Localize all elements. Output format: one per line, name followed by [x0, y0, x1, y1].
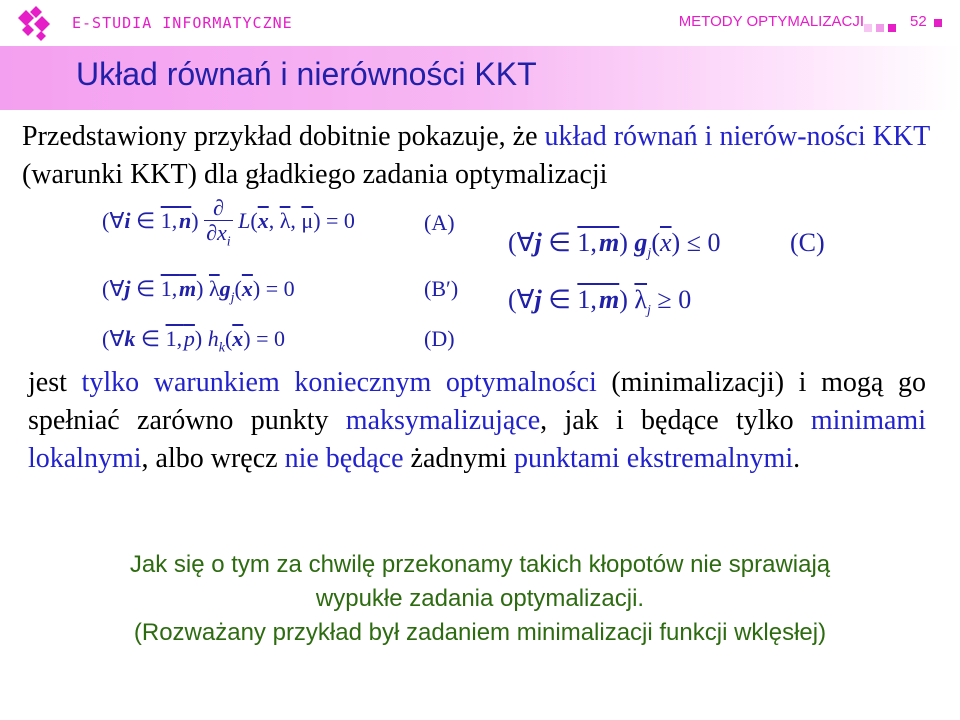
closing-line-1: Jak się o tym za chwilę przekonamy takich kłopotów nie sprawiają — [129, 551, 831, 578]
body-text-6: . — [793, 443, 801, 474]
formula-d-label: (D) — [424, 326, 455, 351]
closing-note — [0, 548, 960, 650]
intro-text-1: Przedstawiony przykład dobitnie pokazuje, że — [22, 121, 545, 152]
formula-c-label: (C) — [790, 228, 825, 257]
body-text-5: żadnymi — [403, 443, 514, 474]
page-number: 52 — [910, 13, 927, 30]
formula-b-label: (B′) — [424, 276, 459, 301]
page-indicator-squares — [864, 19, 900, 37]
estudia-logo-icon — [14, 4, 54, 42]
brand-name: E-STUDIA INFORMATYCZNE — [72, 14, 293, 32]
closing-line-3: (Rozważany przykład był zadaniem minimalizacji funkcji wklęsłej) — [133, 619, 827, 646]
formula-a-label: (A) — [424, 210, 455, 235]
intro-highlight: układ równań i nierów-ności KKT — [544, 121, 930, 152]
body-highlight-4: nie będące — [284, 443, 404, 474]
body-text-1: jest — [28, 367, 82, 398]
formula-d: (∀k ∈ 1, p) $h_k(\overline{x}) = 0$ — [102, 326, 286, 356]
formula-c-2: (∀j ∈ 1, m) $\overline{\lambda}_j \ge 0$ — [508, 285, 692, 319]
body-highlight-2: maksymalizujące — [345, 405, 541, 436]
formula-a: (∀i ∈ 1, n) $\frac{\partial}{\partial x_i}$ $L(\overline{x}$, $\overline{\lambda}$, $\overline{\mu}) = 0$ — [102, 195, 355, 250]
body-highlight-3: minimami lokalnymi — [28, 405, 926, 474]
body-highlight-1: tylko warunkiem koniecznym optymalności — [81, 367, 597, 398]
slide-title: Układ równań i nierówności KKT — [76, 56, 537, 92]
intro-paragraph — [22, 118, 934, 194]
course-title: METODY OPTYMALIZACJI — [678, 13, 864, 30]
body-text-3: , jak i będące tylko — [540, 405, 811, 436]
body-text-4: , albo wręcz — [141, 443, 285, 474]
intro-text-2: (warunki KKT) dla gładkiego zadania optymalizacji — [22, 159, 608, 190]
closing-line-2: wypukłe zadania optymalizacji. — [315, 585, 645, 612]
formula-c-1: (∀j ∈ 1, m) $g_j(\overline{x}) \le 0$ — [508, 228, 721, 262]
body-highlight-5: punktami ekstremalnymi — [513, 443, 794, 474]
page-number-square — [934, 19, 942, 27]
formula-b: (∀j ∈ 1, m) $\overline{\lambda}g_j(\overline{x}) = 0$ — [102, 276, 295, 306]
body-text-2: (minimalizacji) i mogą go spełniać zarówno punkty — [28, 367, 926, 436]
body-paragraph — [28, 364, 926, 478]
